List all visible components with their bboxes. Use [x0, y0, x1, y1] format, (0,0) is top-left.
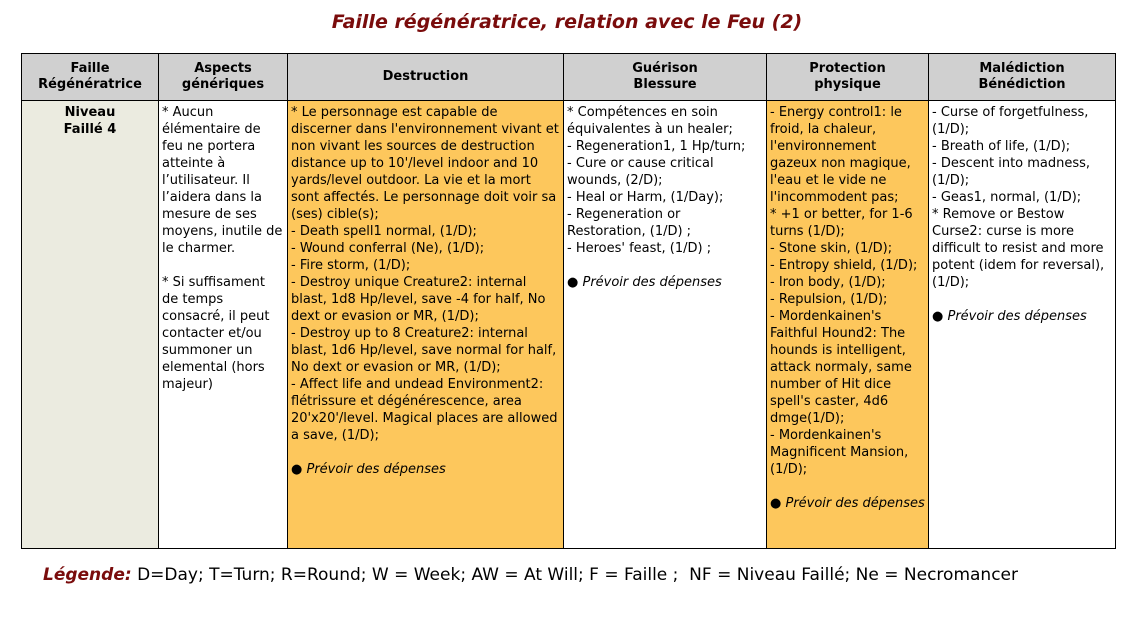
header-destruction: Destruction: [288, 54, 564, 101]
spell-table: [21, 53, 1116, 549]
legend-text: D=Day; T=Turn; R=Round; W = Week; AW = At Will; F = Faille ; NF = Niveau Faillé; Ne = Necromancer: [131, 565, 1018, 585]
destruction-cell: [288, 101, 564, 549]
guerison-cell: [564, 101, 767, 549]
protection-cell: [767, 101, 929, 549]
guerison-note: ● Prévoir des dépenses: [567, 275, 722, 290]
malediction-text: - Curse of forgetfulness, (1/D); - Breath of life, (1/D); - Descent into madness, (1/D); - Geas1, normal, (1/D); * Remove or Bestow Curse2: curse is more difficult to resist and more potent (idem for reversal), (1/D);: [932, 105, 1105, 290]
level-cell: Niveau Faillé 4: [22, 101, 159, 549]
destruction-note: ● Prévoir des dépenses: [291, 462, 446, 477]
header-guerison-blessure: Guérison Blessure: [564, 54, 767, 101]
header-aspects-generiques: Aspects génériques: [159, 54, 288, 101]
header-malediction-benediction: Malédiction Bénédiction: [929, 54, 1116, 101]
aspects-cell: [159, 101, 288, 549]
malediction-note: ● Prévoir des dépenses: [932, 309, 1087, 324]
guerison-text: * Compétences en soin équivalentes à un healer; - Regeneration1, 1 Hp/turn; - Cure or cause critical wounds, (2/D); - Heal or Harm, (1/Day); - Regeneration or Restoration, (1/D) ; - Heroes' feast, (1/D) ;: [567, 105, 746, 256]
legend-key: Légende:: [43, 565, 132, 585]
destruction-text: * Le personnage est capable de discerner dans l'environnement vivant et non vivant les sources de destruction distance up to 10'/level indoor and 10 yards/level outdoor. La vie et la mort sont affectés. Le personnage doit voir sa (ses) cible(s); - Death spell1 normal, (1/D); - Wound conferral (Ne), (1/D); - Fire storm, (1/D); - Destroy unique Creature2: internal blast, 1d8 Hp/level, save -4 for half, No dext or evasion or MR, (1/D); - Destroy up to 8 Creature2: internal blast, 1d6 Hp/level, save normal for half, No dext or evasion or MR, (1/D); - Affect life and undead Environment2: flétrissure et dégénérescence, area 20'x20'/level. Magical places are allowed a save, (1/D);: [291, 105, 559, 443]
aspects-text: * Aucun élémentaire de feu ne portera atteinte à l’utilisateur. Il l’aidera dans la mesure de ses moyens, inutile de le charmer. * Si suffisament de temps consacré, il peut contacter et/ou summoner un elemental (hors majeur): [162, 105, 283, 392]
table-header-row: [22, 54, 1116, 101]
malediction-cell: [929, 101, 1116, 549]
protection-text: - Energy control1: le froid, la chaleur, l'environnement gazeux non magique, l'eau et le vide ne l'incommodent pas; * +1 or better, for 1-6 turns (1/D); - Stone skin, (1/D); - Entropy shield, (1/D); - Iron body, (1/D); - Repulsion, (1/D); - Mordenkainen's Faithful Hound2: The hounds is intelligent, attack normaly, same number of Hit dice spell's caster, 4d6 dmge(1/D); - Mordenkainen's Magnificent Mansion, (1/D);: [770, 105, 918, 477]
protection-note: ● Prévoir des dépenses: [770, 496, 925, 511]
document-title: Faille régénératrice, relation avec le Feu (2): [331, 11, 803, 33]
legend: [43, 565, 1018, 585]
table-row: [22, 101, 1116, 549]
header-faille-regeneratrice: Faille Régénératrice: [22, 54, 159, 101]
header-protection-physique: Protection physique: [767, 54, 929, 101]
